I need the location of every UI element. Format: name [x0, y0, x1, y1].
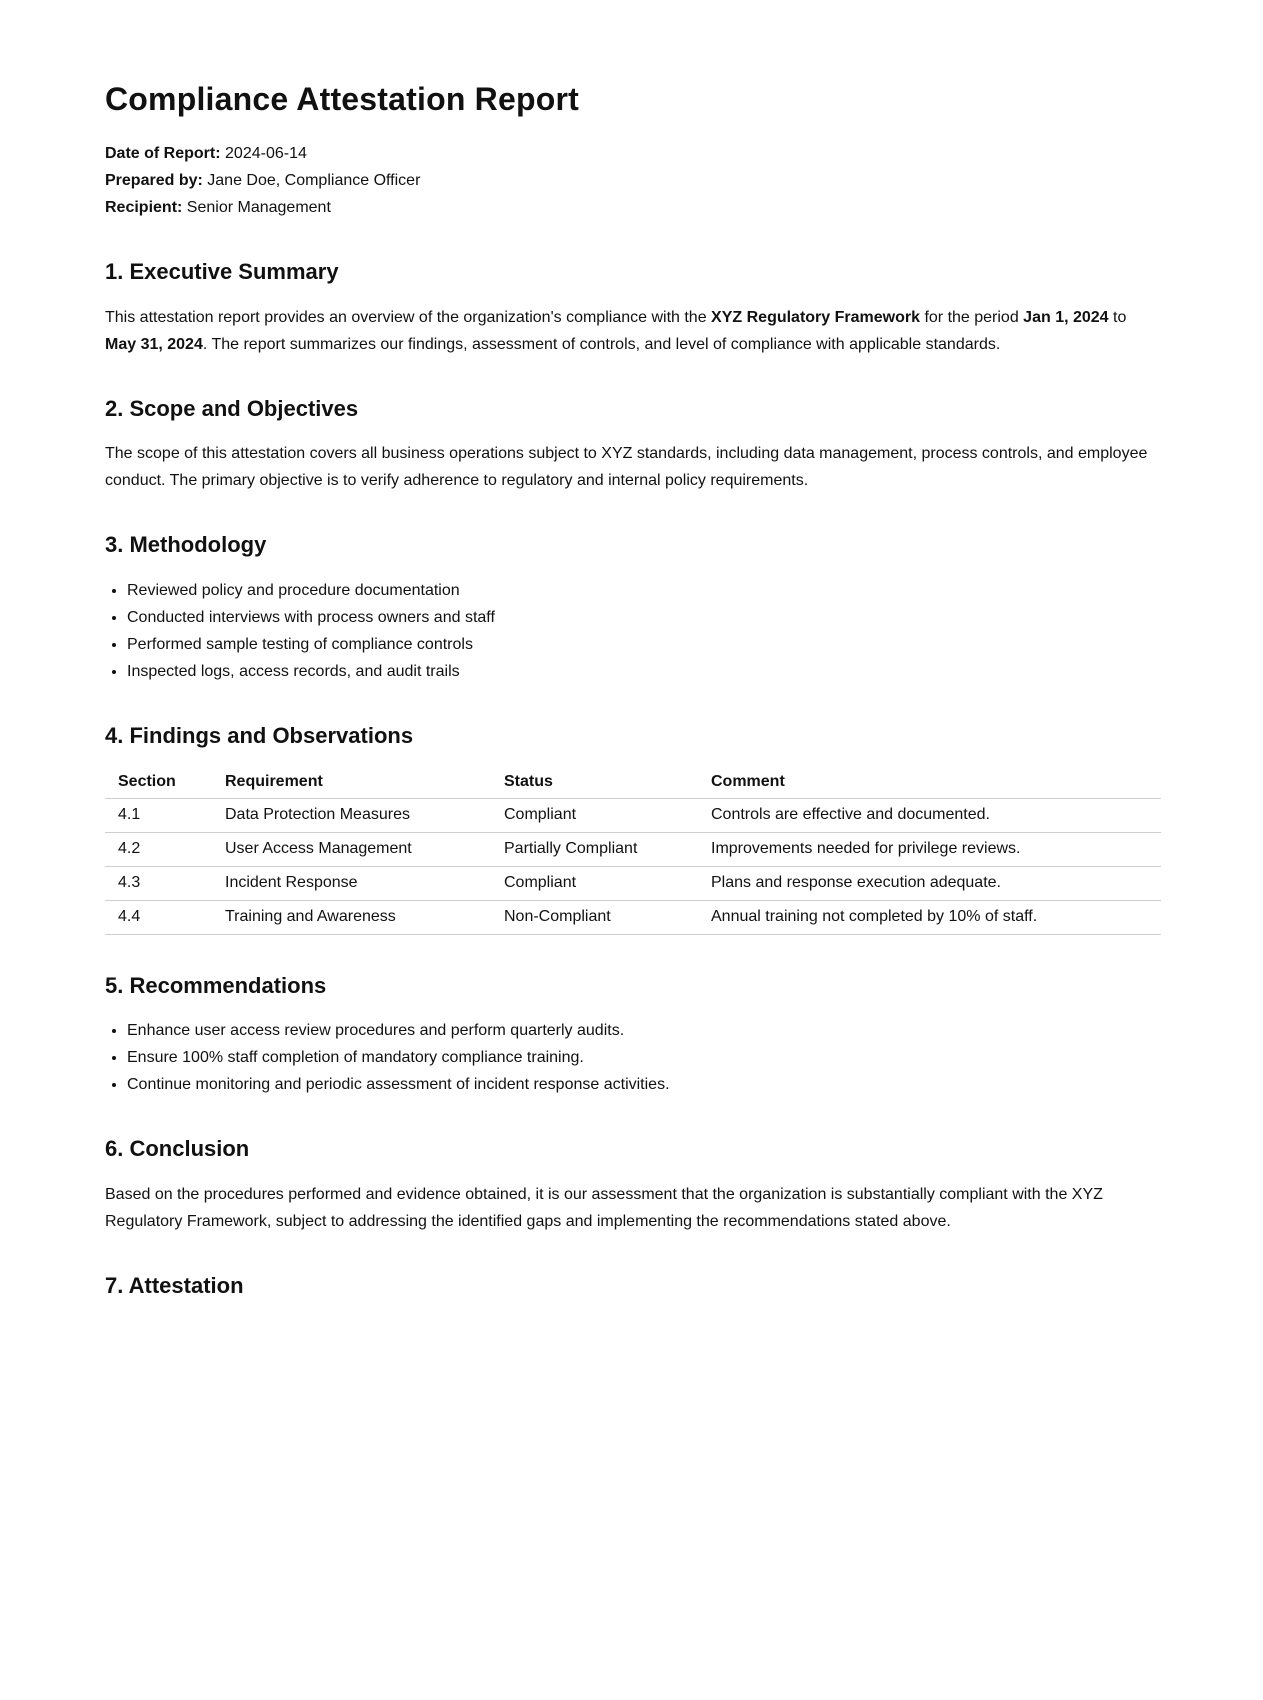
- executive-summary-text: [105, 304, 1158, 358]
- cell-section: 4.3: [105, 866, 212, 900]
- meta-recipient-label: Recipient:: [105, 199, 183, 217]
- list-item: • Reviewed policy and procedure documentation: [127, 577, 1158, 604]
- cell-comment: Improvements needed for privilege reviews.: [698, 832, 1161, 866]
- executive-summary-section: [105, 259, 1158, 357]
- list-item: • Enhance user access review procedures and perform quarterly audits.: [127, 1017, 1158, 1044]
- summary-text-part: for the period: [920, 308, 1024, 326]
- findings-table: [105, 767, 1161, 935]
- meta-date-label: Date of Report:: [105, 145, 221, 163]
- recommendations-list: [105, 1017, 1158, 1098]
- table-row: [105, 832, 1161, 866]
- list-item: • Inspected logs, access records, and audit trails: [127, 658, 1158, 685]
- scope-text: The scope of this attestation covers all business operations subject to XYZ standards, including data management, process controls, and employee conduct. The primary objective is to verify adherence to regulatory and internal policy requirements.: [105, 445, 1148, 490]
- cell-requirement: Training and Awareness: [212, 900, 491, 934]
- summary-start-date: Jan 1, 2024: [1023, 308, 1109, 326]
- cell-comment: Annual training not completed by 10% of staff.: [698, 900, 1161, 934]
- executive-summary-heading: 1. Executive Summary: [105, 259, 339, 285]
- meta-recipient-value: Senior Management: [186, 199, 331, 217]
- table-row: [105, 798, 1161, 832]
- cell-comment: Plans and response execution adequate.: [698, 866, 1161, 900]
- meta-date: [105, 140, 1158, 167]
- methodology-section: [105, 532, 1158, 684]
- column-header-comment: Comment: [698, 767, 1161, 799]
- meta-prepared-value: Jane Doe, Compliance Officer: [207, 172, 421, 190]
- cell-status: Compliant: [491, 866, 698, 900]
- cell-status: Partially Compliant: [491, 832, 698, 866]
- attestation-heading: 7. Attestation: [105, 1272, 244, 1298]
- attestation-section: [105, 1273, 1158, 1299]
- summary-text-part: This attestation report provides an overview of the organization's compliance with the: [105, 308, 712, 326]
- column-header-status: Status: [491, 767, 698, 799]
- conclusion-text: Based on the procedures performed and evidence obtained, it is our assessment that the organization is substantially compliant with the XYZ Regulatory Framework, subject to addressing the identified gaps and implementing the recommendations stated above.: [105, 1185, 1103, 1230]
- scope-heading: 2. Scope and Objectives: [105, 395, 359, 421]
- scope-section: [105, 396, 1158, 494]
- methodology-list: [105, 577, 1158, 685]
- conclusion-section: [105, 1136, 1158, 1234]
- list-item: • Continue monitoring and periodic assessment of incident response activities.: [127, 1071, 1158, 1098]
- cell-requirement: Incident Response: [212, 866, 491, 900]
- meta-recipient: [105, 194, 1158, 221]
- recommendations-section: [105, 973, 1158, 1098]
- table-row: [105, 866, 1161, 900]
- findings-section: [105, 723, 1158, 935]
- summary-end-date: May 31, 2024: [105, 335, 203, 353]
- column-header-requirement: Requirement: [212, 767, 491, 799]
- cell-section: 4.1: [105, 798, 212, 832]
- summary-framework: XYZ Regulatory Framework: [711, 308, 920, 326]
- column-header-section: Section: [105, 767, 212, 799]
- cell-section: 4.2: [105, 832, 212, 866]
- conclusion-heading: 6. Conclusion: [105, 1136, 250, 1162]
- meta-prepared-label: Prepared by:: [105, 172, 203, 190]
- summary-text-part: to: [1108, 308, 1127, 326]
- cell-comment: Controls are effective and documented.: [698, 798, 1161, 832]
- findings-heading: 4. Findings and Observations: [105, 722, 414, 748]
- table-row: [105, 900, 1161, 934]
- recommendations-heading: 5. Recommendations: [105, 972, 327, 998]
- page-title: Compliance Attestation Report: [105, 81, 579, 117]
- cell-status: Compliant: [491, 798, 698, 832]
- meta-date-value: 2024-06-14: [225, 145, 307, 163]
- list-item: • Conducted interviews with process owners and staff: [127, 604, 1158, 631]
- summary-text-part: . The report summarizes our findings, assessment of controls, and level of compliance with applicable standards.: [202, 335, 1001, 353]
- report-meta: [105, 140, 1158, 221]
- methodology-heading: 3. Methodology: [105, 532, 267, 558]
- cell-requirement: Data Protection Measures: [212, 798, 491, 832]
- list-item: • Ensure 100% staff completion of mandatory compliance training.: [127, 1044, 1158, 1071]
- cell-requirement: User Access Management: [212, 832, 491, 866]
- cell-section: 4.4: [105, 900, 212, 934]
- table-header-row: [105, 767, 1161, 799]
- cell-status: Non-Compliant: [491, 900, 698, 934]
- meta-prepared-by: [105, 167, 1158, 194]
- list-item: • Performed sample testing of compliance controls: [127, 631, 1158, 658]
